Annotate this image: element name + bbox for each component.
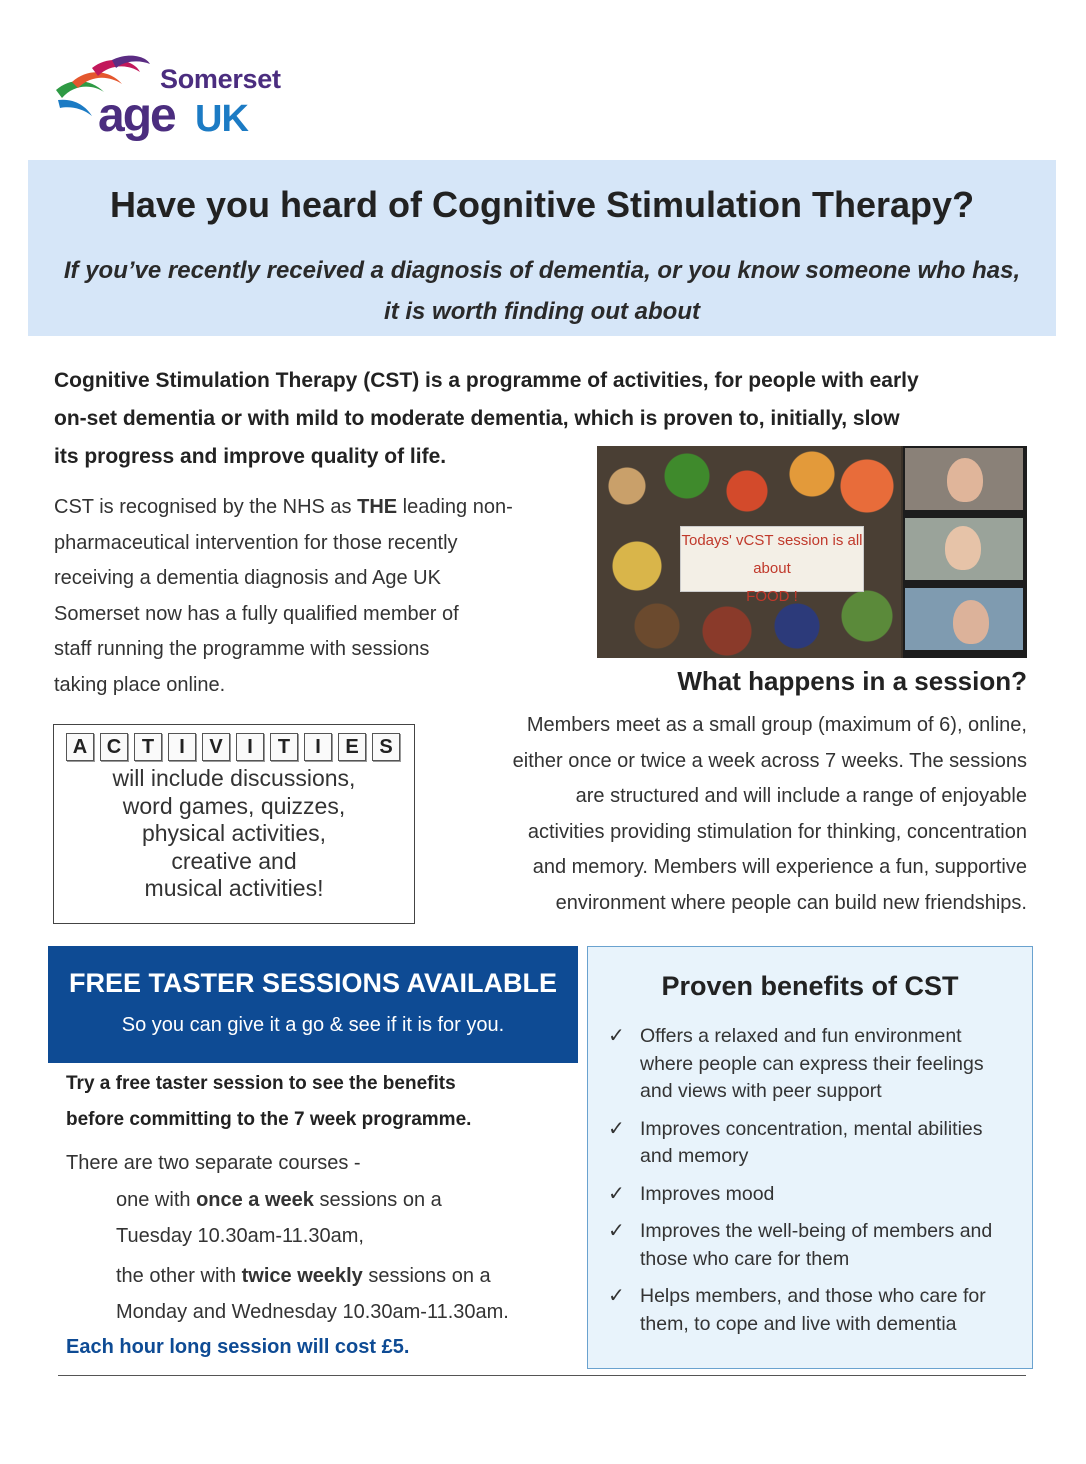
taster-subtitle: So you can give it a go & see if it is for you. xyxy=(121,1014,505,1036)
letter-tile: T xyxy=(270,733,298,761)
letter-tile: S xyxy=(372,733,400,761)
try-paragraph xyxy=(66,1066,566,1137)
session-cost: Each hour long session will cost £5. xyxy=(66,1336,410,1358)
benefit-text: Offers a relaxed and fun environment where people can express their feelings and views with peer support xyxy=(640,1025,984,1102)
letter-tile: V xyxy=(202,733,230,761)
nhs-line: pharmaceutical intervention for those recently xyxy=(54,531,458,554)
logo-age-text: age xyxy=(98,89,175,142)
check-icon: ✓ xyxy=(608,1025,625,1047)
benefit-text: Improves concentration, mental abilities and memory xyxy=(640,1117,983,1167)
video-call-tiles xyxy=(903,446,1027,658)
course-text: one with xyxy=(116,1189,197,1211)
courses-intro: There are two separate courses - xyxy=(66,1152,361,1174)
benefits-list xyxy=(608,1023,1018,1348)
course-emphasis: once a week xyxy=(196,1189,314,1211)
activities-letter-tiles xyxy=(66,733,406,763)
activities-line: creative and xyxy=(171,847,297,874)
nhs-text: leading non- xyxy=(397,496,513,518)
video-tile xyxy=(905,588,1023,650)
session-line: are structured and will include a range of enjoyable xyxy=(575,785,1027,807)
nhs-line xyxy=(54,490,554,526)
nhs-line: receiving a dementia diagnosis and Age UK xyxy=(54,567,441,589)
session-photo xyxy=(597,446,1027,658)
benefit-text: Improves the well-being of members and those who care for them xyxy=(640,1220,993,1270)
nhs-line: taking place online. xyxy=(54,673,226,696)
nhs-line: staff running the programme with sessions xyxy=(54,638,430,660)
session-line: and memory. Members will experience a fun, supportive xyxy=(532,856,1027,878)
course-twice-weekly xyxy=(116,1259,576,1330)
letter-tile: A xyxy=(66,733,94,761)
nhs-emphasis: THE xyxy=(357,496,398,518)
course-line: Monday and Wednesday 10.30am-11.30am. xyxy=(116,1300,509,1323)
bottom-divider xyxy=(58,1375,1026,1376)
nhs-line: Somerset now has a fully qualified member of xyxy=(54,602,459,625)
banner-subtitle-line: If you’ve recently received a diagnosis of dementia, or you know someone who has, xyxy=(63,257,1021,284)
course-emphasis: twice weekly xyxy=(241,1265,363,1287)
logo-somerset-text: Somerset xyxy=(160,64,281,94)
video-tile xyxy=(905,448,1023,510)
photo-caption-line: Todays' vCST session is all about xyxy=(681,532,863,577)
video-tile xyxy=(905,518,1023,580)
activities-line: word games, quizzes, xyxy=(122,792,346,819)
benefits-box xyxy=(587,946,1033,1369)
activities-line: will include discussions, xyxy=(112,765,356,791)
course-line xyxy=(116,1183,576,1219)
nhs-text: CST is recognised by the NHS as xyxy=(54,496,358,518)
benefit-item xyxy=(608,1116,1018,1171)
page-title: Have you heard of Cognitive Stimulation Therapy? xyxy=(109,184,975,225)
check-icon: ✓ xyxy=(608,1220,625,1242)
letter-tile: I xyxy=(236,733,264,761)
nhs-paragraph xyxy=(54,490,554,703)
benefit-text: Helps members, and those who care for them, to cope and live with dementia xyxy=(640,1285,986,1335)
session-line: Members meet as a small group (maximum of 6), online, xyxy=(526,714,1027,736)
benefit-item xyxy=(608,1181,1018,1209)
photo-caption xyxy=(680,526,864,605)
check-icon: ✓ xyxy=(608,1182,625,1205)
session-line: either once or twice a week across 7 weeks. The sessions xyxy=(512,749,1027,772)
intro-line: its progress and improve quality of life. xyxy=(54,445,447,468)
course-text: sessions on a xyxy=(362,1265,491,1287)
course-text: the other with xyxy=(116,1265,242,1287)
session-heading: What happens in a session? xyxy=(677,666,1027,696)
letter-tile: I xyxy=(168,733,196,761)
session-line: activities providing stimulation for thinking, concentration xyxy=(527,820,1027,843)
benefit-item xyxy=(608,1283,1018,1338)
activities-line: physical activities, xyxy=(141,820,327,846)
free-taster-banner xyxy=(48,946,578,1063)
course-line xyxy=(116,1259,576,1295)
activities-line: musical activities! xyxy=(144,875,324,901)
intro-line: on-set dementia or with mild to moderate dementia, which is proven to, initially, slow xyxy=(54,407,900,430)
try-line: Try a free taster session to see the benefits xyxy=(66,1073,456,1094)
letter-tile: C xyxy=(100,733,128,761)
age-uk-logo xyxy=(52,54,292,149)
check-icon: ✓ xyxy=(608,1285,625,1307)
benefit-item xyxy=(608,1218,1018,1273)
benefit-item xyxy=(608,1023,1018,1106)
session-line: environment where people can build new friendships. xyxy=(555,891,1027,914)
photo-caption-line: FOOD ! xyxy=(746,588,798,605)
letter-tile: T xyxy=(134,733,162,761)
activities-text xyxy=(54,765,414,903)
course-once-weekly xyxy=(116,1183,576,1254)
activities-box xyxy=(53,724,415,924)
session-paragraph xyxy=(440,708,1027,921)
title-banner xyxy=(28,160,1056,336)
try-line: before committing to the 7 week programme. xyxy=(66,1108,472,1130)
logo-uk-text: UK xyxy=(195,98,248,140)
course-line: Tuesday 10.30am-11.30am, xyxy=(116,1224,364,1247)
letter-tile: I xyxy=(304,733,332,761)
course-text: sessions on a xyxy=(313,1189,442,1211)
benefits-title: Proven benefits of CST xyxy=(661,971,959,1001)
benefit-text: Improves mood xyxy=(640,1182,775,1205)
intro-line: Cognitive Stimulation Therapy (CST) is a programme of activities, for people with early xyxy=(54,369,919,392)
taster-title: FREE TASTER SESSIONS AVAILABLE xyxy=(68,968,558,998)
banner-subtitle-line: it is worth finding out about xyxy=(384,298,700,325)
check-icon: ✓ xyxy=(608,1117,625,1140)
banner-subtitle xyxy=(28,250,1056,332)
letter-tile: E xyxy=(338,733,366,761)
